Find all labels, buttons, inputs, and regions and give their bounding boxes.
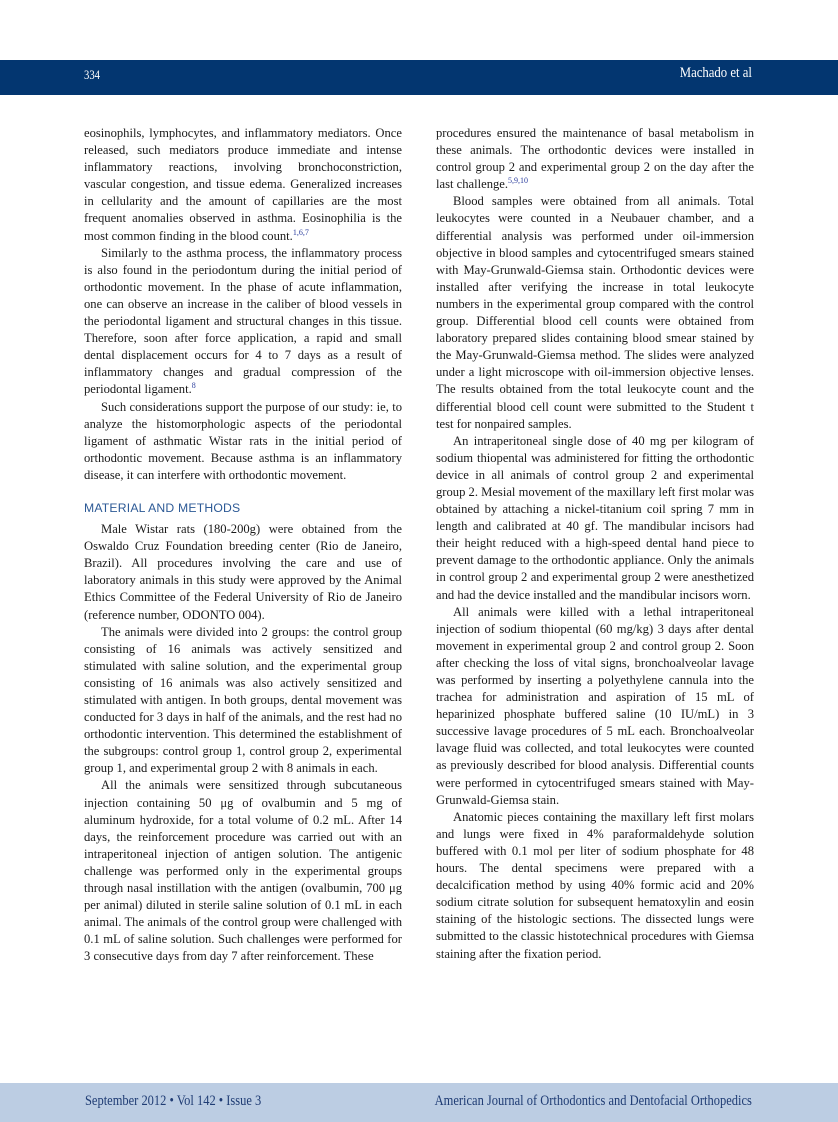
paragraph: All animals were killed with a lethal intraperitoneal injection of sodium thiopental (60 mg/kg) 3 days after dental movement in experimental group 2 and control group 2. Soon after checking the loss of vital signs, bronchoalveolar lavage was performed by inserting a polyethylene cannula into the trachea for administration and aspiration of 15 mL of heparinized phosphate buffered saline (10 IU/mL) in 3 successive lavage procedures of 5 mL each. Bronchoalveolar lavage fluid was collected, and total leukocytes were counted as previously described for blood analysis. Differential counts were performed in cytocentrifuged smears stained with May-Grunwald-Giemsa stain. [436,604,754,807]
left-column [84,125,402,966]
running-head-authors: Machado et al [679,65,752,81]
paragraph: All the animals were sensitized through subcutaneous injection containing 50 μg of ovalbumin and 5 mg of aluminum hydroxide, for a total volume of 0.2 mL. After 14 days, the reinforcement procedure was carried out with an intraperitoneal injection of antigen solution. The antigenic challenge was performed only in the experimental groups through nasal instillation with the antigen (ovalbumin, 700 μg per animal) diluted in sterile saline solution of 0.1 mL in each animal. The animals of the control group were challenged with 0.1 mL of saline solution. Such challenges were performed for 3 consecutive days from day 7 after reinforcement. These [84,778,402,964]
section-heading: MATERIAL AND METHODS [84,500,241,515]
right-column [436,125,754,963]
paragraph-text: eosinophils, lymphocytes, and inflammatory mediators. Once released, such mediators produce immediate and intense inflammatory reactions, involving bronchoconstriction, vascular congestion, and tissue edema. Generalized increases in cellularity and the amount of capillaries are the most frequent anomalies observed in asthma. Eosinophilia is the most common finding in the blood count. [84,126,402,243]
paragraph: An intraperitoneal single dose of 40 mg per kilogram of sodium thiopental was administered for fitting the orthodontic device in all animals of control group 2 and experimental group 2. Mesial movement of the maxillary left first molar was obtained by attaching a nickel-titanium coil spring 7 mm in length and calibrated at 40 gf. The mandibular incisors had their height reduced with a high-speed dental hand piece to prevent damage to the orthodontic appliance. Only the animals in control group 2 and experimental group 2 were anesthetized and had the device installed and the mandibular incisors worn. [436,433,754,602]
paragraph: Such considerations support the purpose of our study: ie, to analyze the histomorphologic aspects of the periodontal ligament of asthmatic Wistar rats in the initial period of orthodontic movement. Because asthma is an inflammatory disease, it can interfere with orthodontic movement. [84,399,402,482]
paragraph: The animals were divided into 2 groups: the control group consisting of 16 animals was actively sensitized and stimulated with saline solution, and the experimental group consisting of 16 animals was also actively sensitized and stimulated with antigen. In both groups, dental movement was conducted for 3 days in half of the animals, and the rest had no orthodontic intervention. This determined the establishment of the subgroups: control group 1, control group 2, experimental group 1, and experimental group 2 with 8 animals in each. [84,624,402,776]
paragraph: Anatomic pieces containing the maxillary left first molars and lungs were fixed in 4% paraformaldehyde solution buffered with 0.1 mol per liter of sodium phosphate for 48 hours. The dental specimens were prepared with a decalcification method by using 40% formic acid and 20% sodium citrate solution for subsequent hematoxylin and eosin staining of the histologic sections. The dissected lungs were submitted to the classic histotechnical procedures with Giemsa staining after the fixation period. [436,809,754,961]
issue-info: September 2012 • Vol 142 • Issue 3 [85,1093,262,1109]
paragraph [84,245,402,399]
paragraph-text: procedures ensured the maintenance of basal metabolism in these animals. The orthodontic devices were installed in control group 2 and experimental group 2 on the day after the last challenge. [436,126,754,192]
page-number: 334 [84,67,100,82]
paragraph [436,125,754,193]
citation-link[interactable]: 1,6,7 [292,227,309,237]
footer-bar [0,1083,838,1122]
paragraph-text: Similarly to the asthma process, the inflammatory process is also found in the periodontum during the initial period of orthodontic movement. In the phase of acute inflammation, one can observe an increase in the caliber of blood vessels in the periodontal ligament and structural changes in this tissue. Therefore, soon after force application, a rapid and small dental displacement occurs for 4 to 7 days as a result of inflammatory changes and gradual compression of the periodontal ligament. [84,245,402,397]
citation-link[interactable]: 8 [191,381,196,391]
citation-link[interactable]: 5,9,10 [508,176,529,186]
paragraph: Blood samples were obtained from all animals. Total leukocytes were counted in a Neubauer chamber, and a differential analysis was performed under oil-immersion objective in blood samples and cytocentrifuged smears stained with May-Grunwald-Giemsa stain. Orthodontic devices were installed after verifying the increase in total leukocyte numbers in the experimental group compared with the control group. Differential blood cell counts were obtained from laboratory prepared slides containing blood smear stained by the May-Grunwald-Giemsa method. The slides were analyzed under a light microscope with oil-immersion objective lenses. The results obtained from the total leukocyte count and the differential blood cell count were submitted to the Student t test for nonpaired samples. [436,194,754,431]
running-header-bar [0,60,838,95]
paragraph: Male Wistar rats (180-200g) were obtained from the Oswaldo Cruz Foundation breeding center (Rio de Janeiro, Brazil). All procedures involving the care and use of laboratory animals in this study were approved by the Animal Ethics Committee of the Federal University of Rio de Janeiro (reference number, ODONTO 004). [84,522,402,622]
paragraph [84,125,402,245]
journal-name: American Journal of Orthodontics and Dentofacial Orthopedics [434,1093,752,1109]
